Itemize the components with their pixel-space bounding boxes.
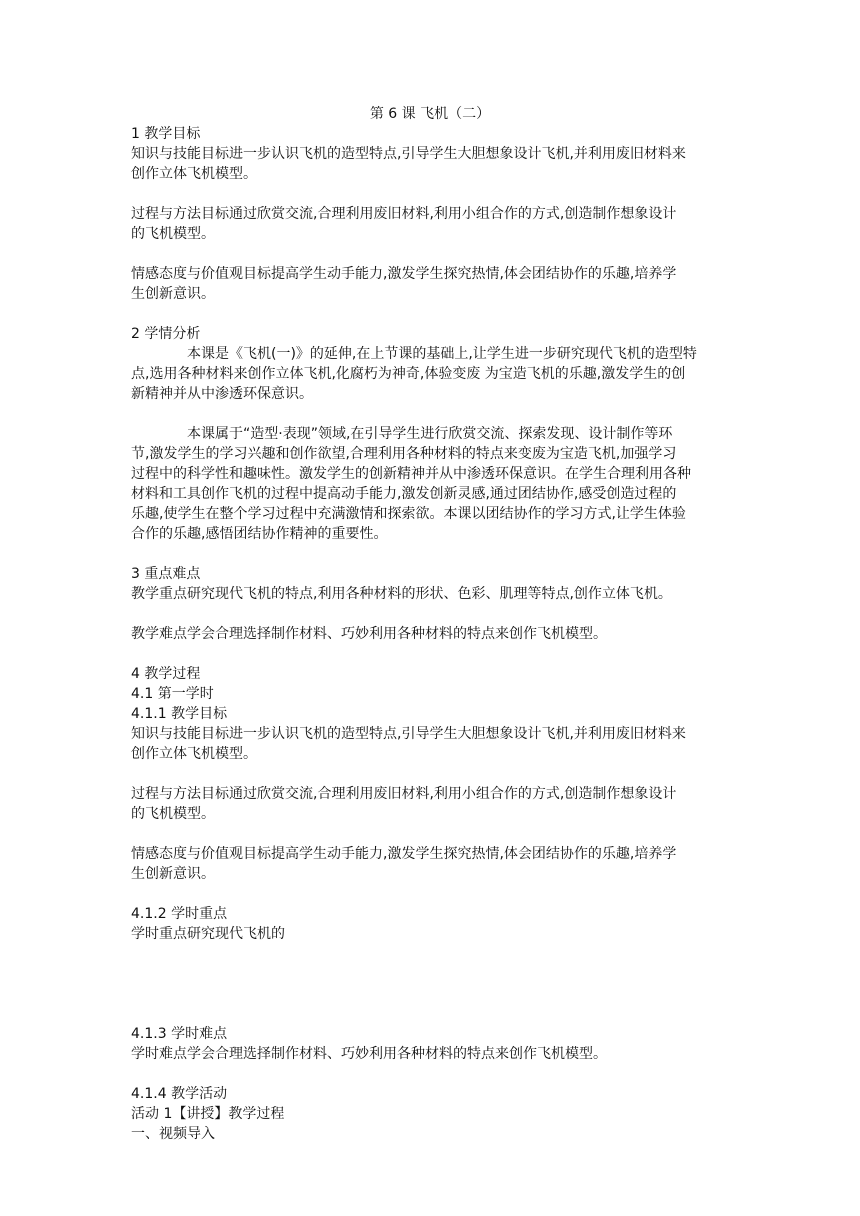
blank-line	[131, 824, 731, 844]
blank-line	[131, 404, 731, 424]
blank-line	[131, 644, 731, 664]
paragraph-line: 的飞机模型。	[131, 226, 215, 242]
paragraph-line: 过程中的科学性和趣味性。激发学生的创新精神并从中渗透环保意识。在学生合理利用各种	[131, 466, 691, 482]
document-body	[131, 124, 731, 1144]
paragraph-line: 情感态度与价值观目标提高学生动手能力,激发学生探究热情,体会团结协作的乐趣,培养学	[131, 846, 677, 862]
paragraph-line: 生创新意识。	[131, 866, 215, 882]
section-heading-process: 4 教学过程	[131, 666, 201, 682]
paragraph-line: 点,选用各种材料来创作立体飞机,化腐朽为神奇,体验变废 为宝造飞机的乐趣,激发学生的创	[131, 366, 686, 382]
paragraph-line: 知识与技能目标进一步认识飞机的造型特点,引导学生大胆想象设计飞机,并利用废旧材料来	[131, 726, 686, 742]
paragraph-line: 教学重点研究现代飞机的特点,利用各种材料的形状、色彩、肌理等特点,创作立体飞机。	[131, 586, 672, 602]
blank-line	[131, 764, 731, 784]
paragraph-line: 新精神并从中渗透环保意识。	[131, 386, 313, 402]
blank-line	[131, 1064, 731, 1084]
paragraph-line: 教学难点学会合理选择制作材料、巧妙利用各种材料的特点来创作飞机模型。	[131, 626, 607, 642]
paragraph-line: 合作的乐趣,感悟团结协作精神的重要性。	[131, 526, 388, 542]
paragraph-line: 的飞机模型。	[131, 806, 215, 822]
paragraph-line: 情感态度与价值观目标提高学生动手能力,激发学生探究热情,体会团结协作的乐趣,培养学	[131, 266, 677, 282]
section-heading-objectives: 1 教学目标	[131, 126, 201, 142]
blank-line	[131, 184, 731, 204]
paragraph-line: 节,激发学生的学习兴趣和创作欲望,合理利用各种材料的特点来变废为宝造飞机,加强学习	[131, 446, 677, 462]
blank-line	[131, 304, 731, 324]
blank-line	[131, 884, 731, 904]
paragraph-line: 过程与方法目标通过欣赏交流,合理利用废旧材料,利用小组合作的方式,创造制作想象设计	[131, 206, 677, 222]
blank-line	[131, 604, 731, 624]
subsection-heading: 4.1 第一学时	[131, 686, 214, 702]
paragraph-line: 学时重点研究现代飞机的	[131, 926, 285, 942]
section-heading-analysis: 2 学情分析	[131, 326, 201, 342]
subsection-heading: 4.1.3 学时难点	[131, 1026, 228, 1042]
paragraph-line: 创作立体飞机模型。	[131, 166, 257, 182]
blank-line	[131, 544, 731, 564]
subsection-heading: 4.1.2 学时重点	[131, 906, 228, 922]
activity-line: 活动 1【讲授】教学过程	[131, 1106, 285, 1122]
paragraph-line: 知识与技能目标进一步认识飞机的造型特点,引导学生大胆想象设计飞机,并利用废旧材料来	[131, 146, 686, 162]
paragraph-line: 学时难点学会合理选择制作材料、巧妙利用各种材料的特点来创作飞机模型。	[131, 1046, 607, 1062]
paragraph-line: 本课是《飞机(一)》的延伸,在上节课的基础上,让学生进一步研究现代飞机的造型特	[187, 346, 697, 362]
blank-line	[131, 244, 731, 264]
lesson-title: 第 6 课 飞机（二）	[369, 106, 491, 122]
blank-space	[131, 944, 731, 1024]
paragraph-line: 乐趣,使学生在整个学习过程中充满激情和探索欲。本课以团结协作的学习方式,让学生体验	[131, 506, 686, 522]
paragraph-line: 过程与方法目标通过欣赏交流,合理利用废旧材料,利用小组合作的方式,创造制作想象设计	[131, 786, 677, 802]
paragraph-line: 生创新意识。	[131, 286, 215, 302]
subsection-heading: 4.1.1 教学目标	[131, 706, 228, 722]
paragraph-line: 材料和工具创作飞机的过程中提高动手能力,激发创新灵感,通过团结协作,感受创造过程的	[131, 486, 677, 502]
section-heading-key-points: 3 重点难点	[131, 566, 201, 582]
activity-line: 一、视频导入	[131, 1126, 215, 1142]
paragraph-line: 创作立体飞机模型。	[131, 746, 257, 762]
subsection-heading: 4.1.4 教学活动	[131, 1086, 228, 1102]
paragraph-line: 本课属于“造型·表现”领域,在引导学生进行欣赏交流、探索发现、设计制作等环	[187, 426, 673, 442]
